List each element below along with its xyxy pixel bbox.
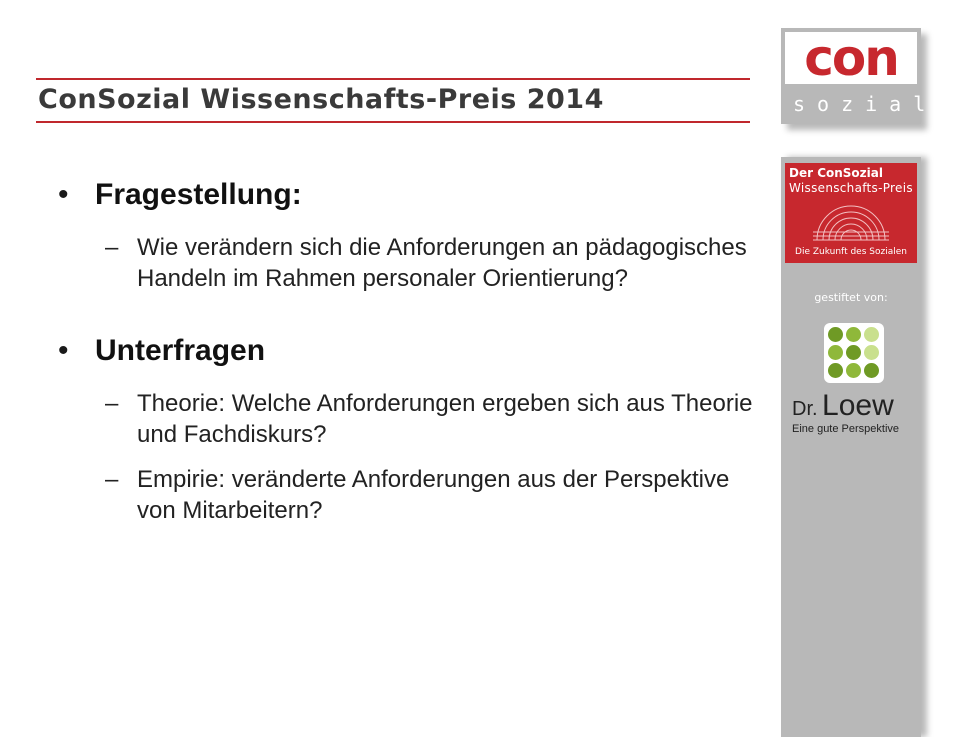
sponsor-label: gestiftet von: [814,291,888,304]
sidebar-panel [781,157,921,737]
slide-title: ConSozial Wissenschafts-Preis 2014 [38,84,604,115]
bullet-unterfragen [58,328,758,374]
bullet-dot-icon: • [58,178,69,211]
subitem [58,388,758,450]
bullet-label: Fragestellung: [95,178,302,211]
bullet-dot-icon: • [58,334,69,367]
consozial-logo [781,28,938,124]
arc-emblem-icon [811,196,891,244]
subitem-text: Empirie: veränderte Anforderungen aus der Perspektive von Mitarbeitern? [137,466,730,524]
logo-top-panel [785,29,917,87]
sponsor-tagline: Eine gute Perspektive [792,423,900,435]
dash-icon: – [105,466,119,493]
logo-con-text: con [804,29,898,87]
prize-line-3: Die Zukunft des Sozialen [795,247,907,257]
subitem [58,464,758,526]
dash-icon: – [105,234,119,261]
dot-grid-logo-icon [824,323,884,383]
subitem-text: Wie verändern sich die Anforderungen an pädagogisches Handeln im Rahmen personaler Orientierung? [137,234,747,292]
subitem-text: Theorie: Welche Anforderungen ergeben sich aus Theorie und Fachdiskurs? [137,390,753,448]
sponsor-prefix: Dr. [792,398,818,420]
header-rule-top [36,78,750,80]
prize-line-2: Wissenschafts-Preis [789,181,913,195]
sponsor-surname: Loew [822,389,894,422]
bullet-label: Unterfragen [95,334,266,367]
prize-line-1: Der ConSozial [789,166,883,180]
dash-icon: – [105,390,119,417]
header-rule-bottom [36,121,750,123]
logo-sozial-text: sozial [793,92,938,116]
subitem [58,232,758,294]
prize-badge [785,163,917,263]
slide-content [58,172,758,526]
sponsor-name [792,389,894,423]
bullet-fragestellung [58,172,758,218]
